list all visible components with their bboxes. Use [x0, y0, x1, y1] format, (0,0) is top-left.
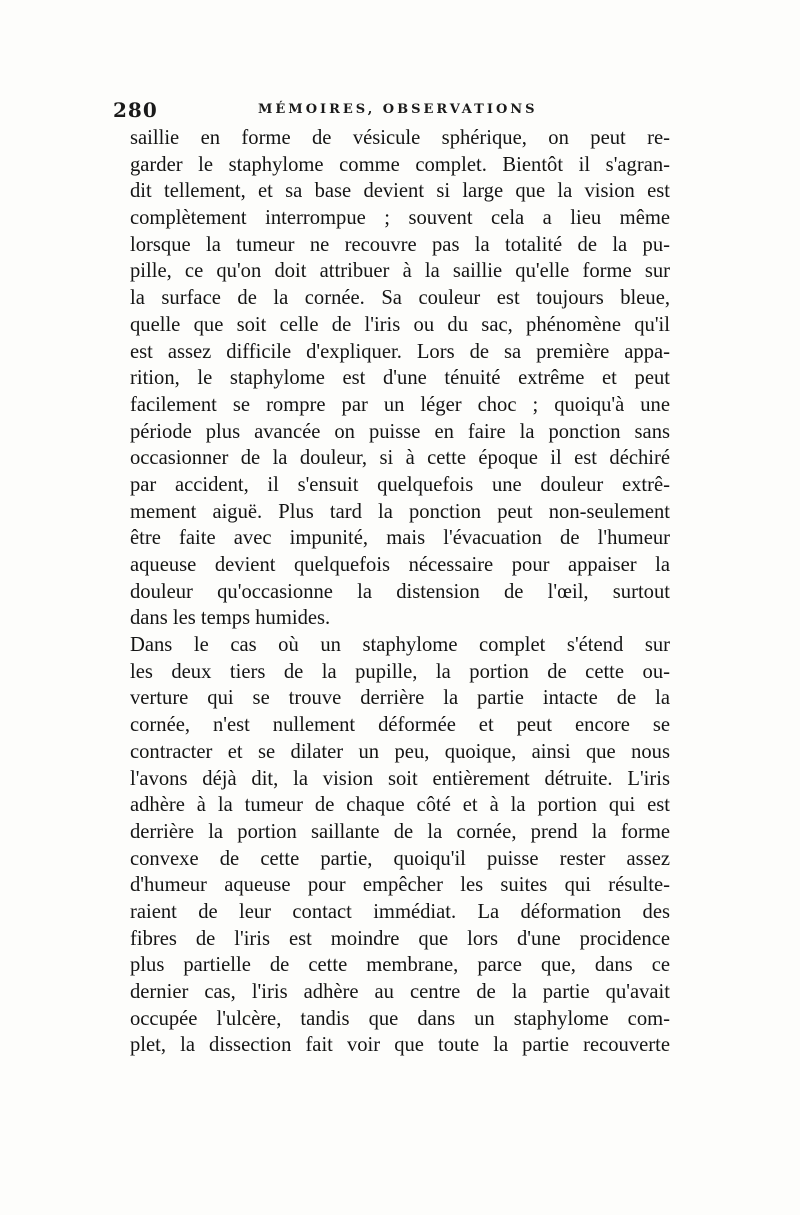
text-line: douleur qu'occasionne la distension de l'œil, surtout [130, 580, 670, 603]
text-line: occupée l'ulcère, tandis que dans un staphylome com- [130, 1007, 670, 1030]
text-line: plus partielle de cette membrane, parce que, dans ce [130, 954, 670, 977]
text-line: lorsque la tumeur ne recouvre pas la totalité de la pu- [130, 233, 670, 256]
text-line: plet, la dissection fait voir que toute la partie recouverte [130, 1034, 670, 1057]
text-line: facilement se rompre par un léger choc ; quoiqu'à une [130, 393, 670, 416]
text-line: verture qui se trouve derrière la partie intacte de la [130, 687, 670, 710]
text-line: occasionner de la douleur, si à cette époque il est déchiré [130, 447, 670, 470]
text-line: l'avons déjà dit, la vision soit entièrement détruite. L'iris [130, 767, 670, 790]
text-line: quelle que soit celle de l'iris ou du sac, phénomène qu'il [130, 313, 670, 336]
page-number: 280 [113, 98, 158, 122]
text-line: complètement interrompue ; souvent cela a lieu même [130, 207, 670, 230]
running-head: MÉMOIRES, OBSERVATIONS [258, 102, 538, 117]
text-line: dit tellement, et sa base devient si large que la vision est [130, 180, 670, 203]
text-line: les deux tiers de la pupille, la portion de cette ou- [130, 660, 670, 683]
text-line: période plus avancée on puisse en faire la ponction sans [130, 420, 670, 443]
text-line: contracter et se dilater un peu, quoique, ainsi que nous [130, 740, 670, 763]
text-line: saillie en forme de vésicule sphérique, on peut re- [130, 127, 670, 149]
text-line: pille, ce qu'on doit attribuer à la saillie qu'elle forme sur [130, 260, 670, 283]
text-line: raient de leur contact immédiat. La déformation des [130, 900, 670, 923]
page-header [113, 98, 673, 126]
text-line: adhère à la tumeur de chaque côté et à la portion qui est [130, 794, 670, 817]
text-line: convexe de cette partie, quoiqu'il puisse rester assez [130, 847, 670, 870]
text-line: aqueuse devient quelquefois nécessaire pour appaiser la [130, 554, 670, 576]
text-line: garder le staphylome comme complet. Bientôt il s'agran- [130, 153, 670, 176]
text-line: dernier cas, l'iris adhère au centre de la partie qu'avait [130, 981, 670, 1003]
text-line: rition, le staphylome est d'une ténuité extrême et peut [130, 367, 670, 390]
text-line: dans les temps humides. [130, 607, 331, 630]
text-line: cornée, n'est nullement déformée et peut encore se [130, 714, 670, 737]
text-line: mement aiguë. Plus tard la ponction peut non-seulement [130, 500, 670, 523]
body-text [130, 125, 670, 1059]
text-line: est assez difficile d'expliquer. Lors de sa première appa- [130, 340, 670, 363]
text-line: par accident, il s'ensuit quelquefois une douleur extrê- [130, 473, 670, 496]
text-line: Dans le cas où un staphylome complet s'étend sur [130, 634, 670, 657]
text-line: derrière la portion saillante de la cornée, prend la forme [130, 820, 670, 843]
text-line: être faite avec impunité, mais l'évacuation de l'humeur [130, 527, 670, 550]
text-line: la surface de la cornée. Sa couleur est toujours bleue, [130, 287, 670, 310]
text-line: fibres de l'iris est moindre que lors d'une procidence [130, 927, 670, 950]
text-line: d'humeur aqueuse pour empêcher les suites qui résulte- [130, 874, 670, 897]
